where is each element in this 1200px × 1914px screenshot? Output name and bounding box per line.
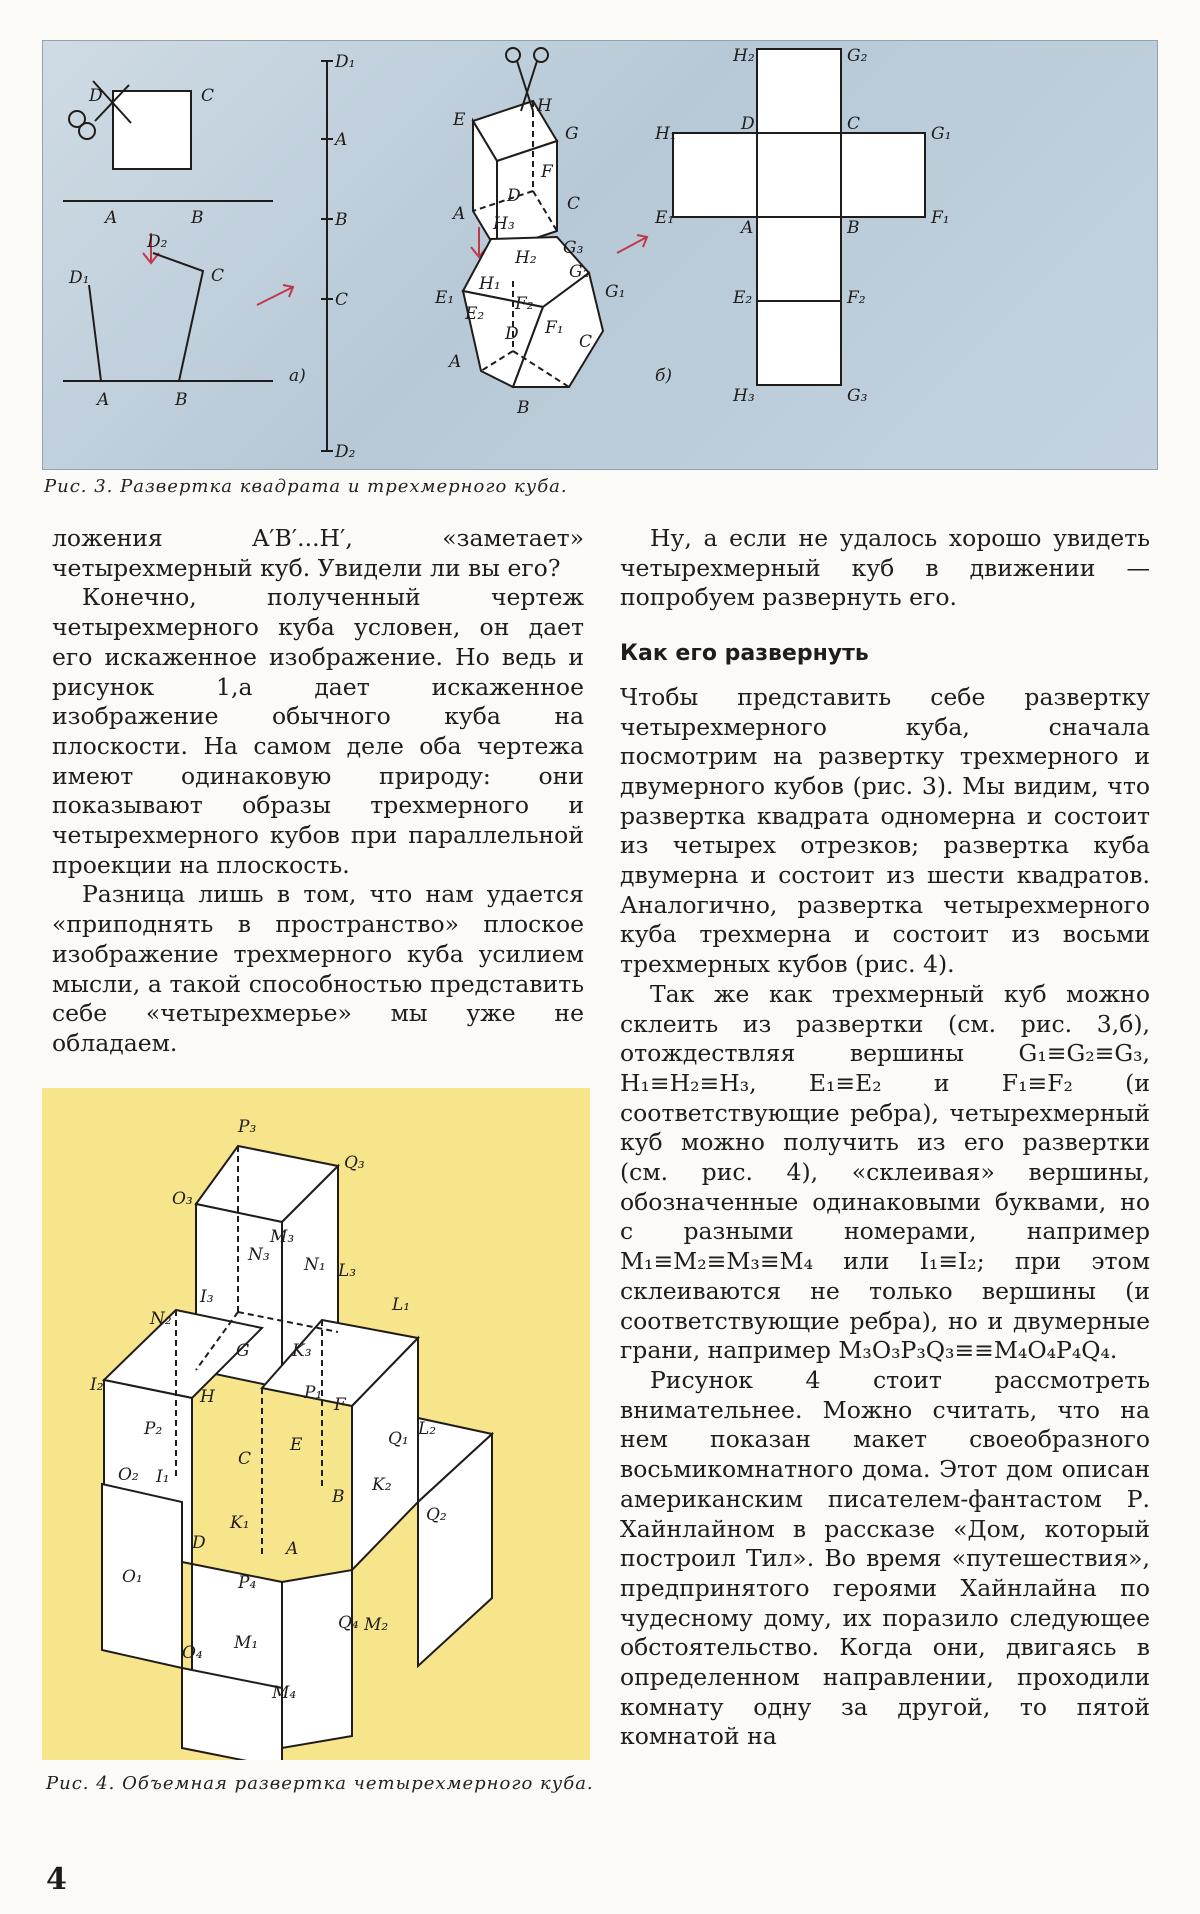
svg-text:D: D [741, 114, 755, 134]
svg-text:Q₂: Q₂ [426, 1505, 447, 1525]
svg-text:H: H [200, 1387, 215, 1407]
svg-text:N₂: N₂ [150, 1309, 172, 1329]
svg-text:C: C [567, 194, 581, 214]
svg-text:O₃: O₃ [172, 1189, 193, 1209]
svg-text:C: C [847, 114, 861, 134]
svg-text:б): б) [655, 366, 673, 386]
svg-text:E₁: E₁ [435, 288, 455, 308]
left-column [52, 524, 584, 1059]
svg-text:B: B [191, 208, 204, 228]
section-heading: Как его развернуть [620, 641, 869, 667]
svg-text:а): а) [289, 366, 306, 386]
svg-text:A: A [105, 208, 118, 228]
svg-text:F: F [334, 1395, 346, 1415]
paragraph: Разница лишь в том, что нам удается «приподнять в пространство» плоское изображение трехмерного куба усилием мысли, а такой способностью представить себе «четырехмерье» мы уже не обладаем. [52, 880, 584, 1057]
svg-text:L₂: L₂ [418, 1419, 437, 1439]
svg-text:Q₃: Q₃ [344, 1153, 365, 1173]
figure-4-caption: Рис. 4. Объемная развертка четырехмерного куба. [46, 1773, 594, 1794]
svg-text:I₂: I₂ [90, 1375, 104, 1395]
paragraph: ложения A′B′...H′, «заметает» четырехмерный куб. Увидели ли вы его? [52, 524, 584, 582]
svg-text:M₃: M₃ [270, 1227, 295, 1247]
svg-text:D: D [507, 186, 521, 206]
svg-text:B: B [847, 218, 860, 238]
svg-text:H₁: H₁ [655, 124, 677, 144]
svg-text:G₂: G₂ [847, 46, 868, 66]
svg-text:C: C [579, 332, 593, 352]
page-number: 4 [46, 1862, 67, 1897]
svg-text:A: A [335, 130, 348, 150]
svg-text:D₁: D₁ [69, 268, 90, 288]
svg-text:H₂: H₂ [733, 46, 755, 66]
svg-text:E₂: E₂ [465, 304, 485, 324]
svg-text:G₃: G₃ [563, 238, 584, 258]
svg-text:L₁: L₁ [392, 1295, 411, 1315]
svg-text:C: C [201, 86, 215, 106]
svg-text:H: H [537, 96, 552, 116]
svg-text:C: C [211, 266, 225, 286]
figure-3-drawing [43, 41, 1157, 469]
svg-text:F₂: F₂ [515, 294, 534, 314]
svg-text:G₁: G₁ [931, 124, 952, 144]
svg-text:E: E [453, 110, 466, 130]
svg-text:E₂: E₂ [733, 288, 753, 308]
svg-text:P₄: P₄ [238, 1573, 257, 1593]
svg-text:A: A [449, 352, 462, 372]
paragraph: Рисунок 4 стоит рассмотреть внимательнее. Можно считать, что на нем показан макет своеобразного восьмикомнатного дома. Этот дом описан американским писателем-фантастом Р. Хайнлайном в рассказе «Дом, который построил Тил». Во время «путешествия», предпринятого героями Хайнлайна по чудесному дому, их поразило следующее обстоятельство. Когда они, двигаясь в определенном направлении, проходили комнату одну за другой, то пятой комнатой на [620, 1365, 1150, 1751]
unfold-left [89, 285, 101, 381]
svg-text:F₁: F₁ [931, 208, 950, 228]
svg-text:I₁: I₁ [156, 1467, 170, 1487]
svg-text:Q₁: Q₁ [388, 1429, 409, 1449]
svg-text:N₃: N₃ [248, 1245, 270, 1265]
intro-paragraph: Ну, а если не удалось хорошо увидеть четырехмерный куб в движении — попробуем развернуть его. [620, 524, 1150, 612]
svg-text:D: D [505, 324, 519, 344]
svg-text:L₃: L₃ [338, 1261, 357, 1281]
arrow-right-icon [257, 285, 293, 305]
figure-3 [42, 40, 1158, 470]
svg-text:M₂: M₂ [364, 1615, 389, 1635]
svg-text:D₁: D₁ [335, 52, 356, 72]
svg-text:P₂: P₂ [144, 1419, 163, 1439]
svg-text:C: C [335, 290, 349, 310]
svg-text:K₂: K₂ [372, 1475, 392, 1495]
paragraph: Так же как трехмерный куб можно склеить из развертки (см. рис. 3,б), отождествляя вершины G₁≡G₂≡G₃, H₁≡H₂≡H₃, E₁≡E₂ и F₁≡F₂ (и соответствующие ребра), четырехмерный куб можно получить из его развертки (см. рис. 4), «склеивая» вершины, обозначенные одинаковыми буквами, но с разными номерами, например M₁≡M₂≡M₃≡M₄ или I₁≡I₂; при этом склеиваются не только вершины (и соответствующие ребра), но и двумерные грани, например M₃O₃P₃Q₃≡≡M₄O₄P₄Q₄. [620, 979, 1150, 1365]
paragraph: Чтобы представить себе развертку четырехмерного куба, сначала посмотрим на развертку трехмерного и двумерного кубов (рис. 3). Мы видим, что развертка квадрата одномерна и состоит из четырех отрезков; развертка куба двумерна и состоит из шести квадратов. Аналогично, развертка четырехмерного куба трехмерна и состоит из восьми трехмерных кубов (рис. 4). [620, 682, 1150, 979]
svg-text:P₃: P₃ [238, 1117, 257, 1137]
svg-text:D: D [192, 1533, 206, 1553]
svg-text:D: D [89, 86, 103, 106]
svg-text:A: A [741, 218, 754, 238]
svg-text:A: A [97, 390, 110, 410]
svg-text:F₂: F₂ [847, 288, 866, 308]
svg-text:I₃: I₃ [200, 1287, 214, 1307]
paragraph: Конечно, полученный чертеж четырехмерного куба условен, он дает его искаженное изображение. Но ведь и рисунок 1,а дает искаженное изображение обычного куба на плоскости. На самом деле оба чертежа имеют одинаковую природу: они показывают образы трехмерного и четырехмерного кубов при параллельной проекции на плоскость. [52, 583, 584, 879]
svg-text:H₃: H₃ [493, 214, 515, 234]
svg-text:E: E [290, 1435, 303, 1455]
svg-text:E₁: E₁ [655, 208, 675, 228]
svg-text:B: B [517, 398, 530, 418]
svg-text:H₃: H₃ [733, 386, 755, 406]
svg-text:F: F [541, 162, 553, 182]
svg-text:G₃: G₃ [847, 386, 868, 406]
svg-text:B: B [175, 390, 188, 410]
svg-text:H₂: H₂ [515, 248, 537, 268]
svg-text:D₂: D₂ [335, 442, 356, 462]
svg-text:O₄: O₄ [182, 1643, 203, 1663]
arrow-right-icon [617, 235, 647, 253]
unfold-right [101, 253, 203, 381]
svg-text:O₂: O₂ [118, 1465, 139, 1485]
svg-text:N₁: N₁ [304, 1255, 326, 1275]
figure-4-drawing [42, 1088, 590, 1760]
svg-text:G: G [236, 1341, 250, 1361]
svg-text:G: G [565, 124, 579, 144]
svg-text:M₄: M₄ [272, 1683, 297, 1703]
svg-text:B: B [335, 210, 348, 230]
right-column [620, 524, 1150, 1752]
figure-3-caption: Рис. 3. Развертка квадрата и трехмерного куба. [44, 476, 568, 497]
svg-text:C: C [238, 1449, 252, 1469]
svg-text:K₃: K₃ [292, 1341, 312, 1361]
svg-text:D₂: D₂ [147, 232, 168, 252]
svg-text:H₁: H₁ [479, 274, 501, 294]
svg-text:F₁: F₁ [545, 318, 564, 338]
svg-text:P₁: P₁ [304, 1383, 323, 1403]
svg-text:A: A [453, 204, 466, 224]
svg-text:B: B [332, 1487, 345, 1507]
svg-text:M₁: M₁ [234, 1633, 259, 1653]
svg-text:A: A [286, 1539, 299, 1559]
figure-4 [42, 1088, 590, 1760]
svg-text:G₂: G₂ [569, 262, 590, 282]
square [113, 91, 191, 169]
svg-text:Q₄: Q₄ [338, 1613, 359, 1633]
svg-text:K₁: K₁ [230, 1513, 250, 1533]
svg-text:G₁: G₁ [605, 282, 626, 302]
svg-text:O₁: O₁ [122, 1567, 143, 1587]
